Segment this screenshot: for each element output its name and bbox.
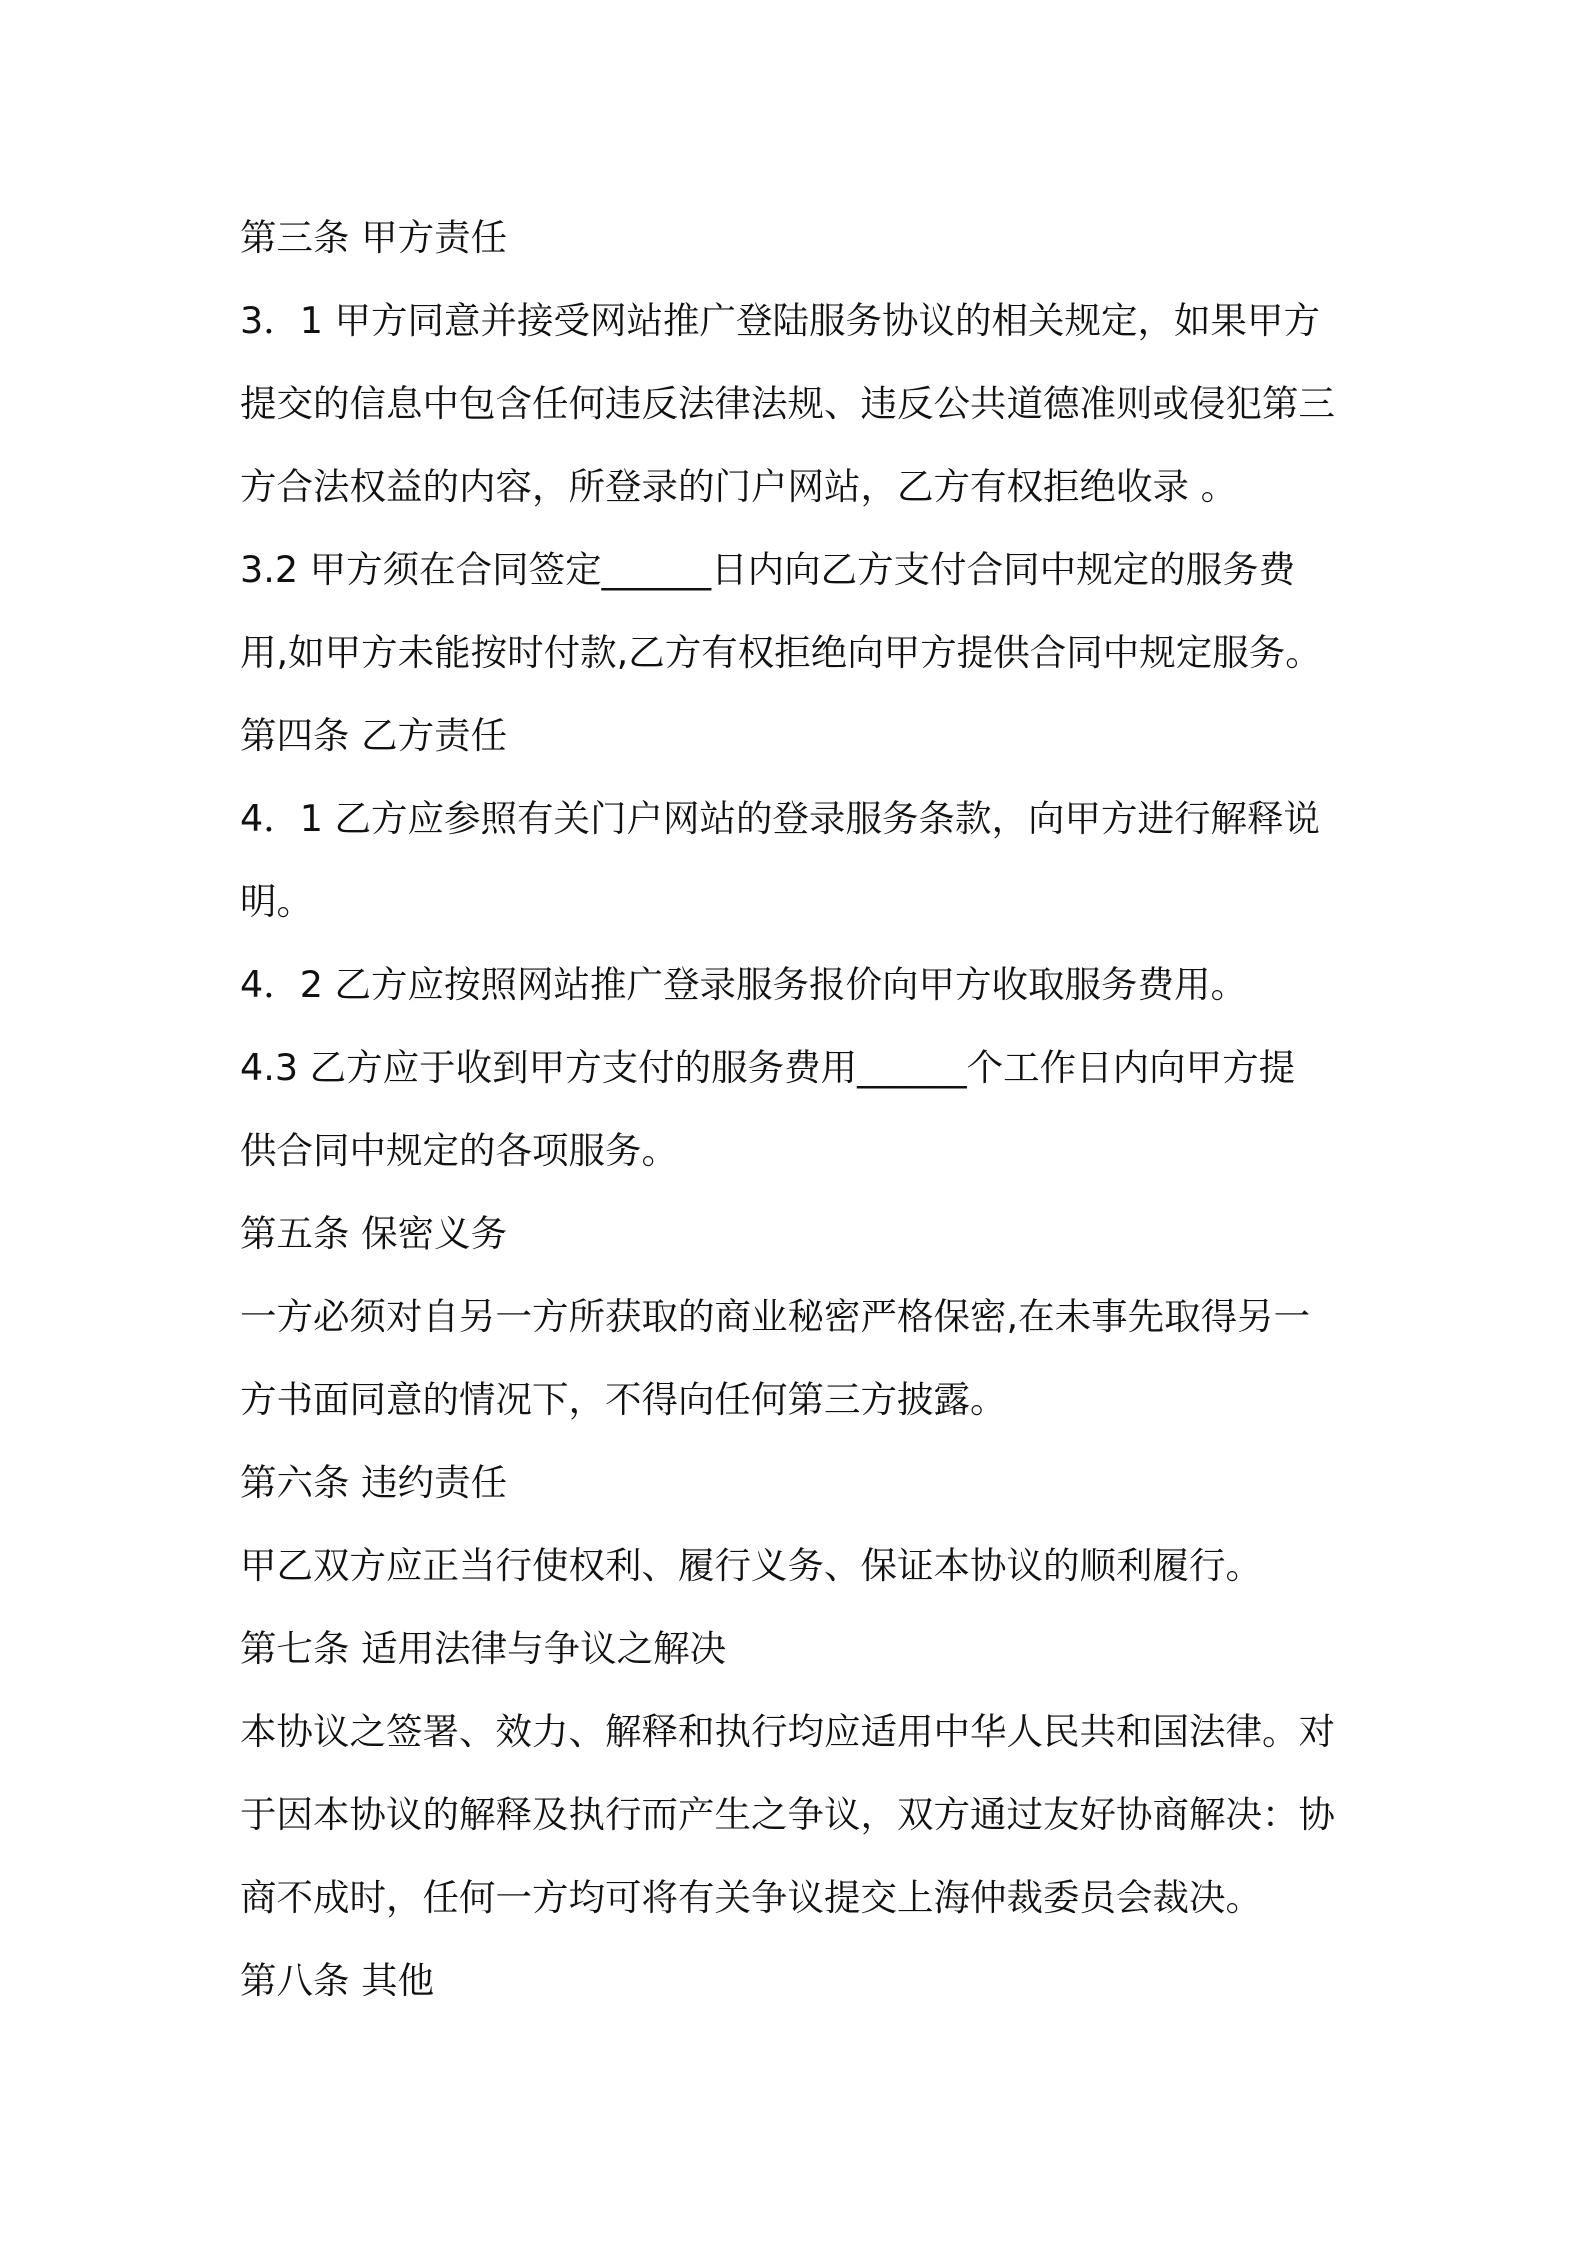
clause-3-1-line-3: 方合法权益的内容，所登录的门户网站，乙方有权拒绝收录 。 — [240, 465, 1238, 508]
clause-3-2-line-2: 用,如甲方未能按时付款,乙方有权拒绝向甲方提供合同中规定服务。 — [240, 631, 1322, 674]
section-heading-7: 第七条 适用法律与争议之解决 — [240, 1627, 727, 1670]
clause-4-2-line-1: 4．2 乙方应按照网站推广登录服务报价向甲方收取服务费用。 — [240, 963, 1248, 1006]
section-heading-3: 第三条 甲方责任 — [240, 216, 508, 259]
clause-4-1-line-2: 明。 — [240, 880, 313, 923]
clause-4-3-line-1: 4.3 乙方应于收到甲方支付的服务费用______个工作日内向甲方提 — [240, 1046, 1296, 1089]
section-heading-4: 第四条 乙方责任 — [240, 714, 508, 757]
clause-7-line-2: 于因本协议的解释及执行而产生之争议，双方通过友好协商解决：协 — [240, 1793, 1335, 1836]
clause-3-1-line-1: 3．1 甲方同意并接受网站推广登陆服务协议的相关规定，如果甲方 — [240, 299, 1321, 342]
clause-7-line-1: 本协议之签署、效力、解释和执行均应适用中华人民共和国法律。对 — [240, 1710, 1335, 1753]
clause-6-line-1: 甲乙双方应正当行使权利、履行义务、保证本协议的顺利履行。 — [240, 1544, 1262, 1587]
section-heading-6: 第六条 违约责任 — [240, 1461, 508, 1504]
clause-3-1-line-2: 提交的信息中包含任何违反法律法规、违反公共道德准则或侵犯第三 — [240, 382, 1335, 425]
clause-3-2-line-1: 3.2 甲方须在合同签定______日内向乙方支付合同中规定的服务费 — [240, 548, 1296, 591]
clause-4-3-line-2: 供合同中规定的各项服务。 — [240, 1129, 678, 1172]
section-heading-5: 第五条 保密义务 — [240, 1212, 508, 1255]
clause-5-line-1: 一方必须对自另一方所获取的商业秘密严格保密,在未事先取得另一 — [240, 1295, 1311, 1338]
clause-7-line-3: 商不成时，任何一方均可将有关争议提交上海仲裁委员会裁决。 — [240, 1876, 1262, 1919]
clause-5-line-2: 方书面同意的情况下，不得向任何第三方披露。 — [240, 1378, 1007, 1421]
document-body — [240, 196, 1360, 2022]
clause-4-1-line-1: 4．1 乙方应参照有关门户网站的登录服务条款，向甲方进行解释说 — [240, 797, 1321, 840]
section-heading-8: 第八条 其他 — [240, 1959, 435, 2002]
